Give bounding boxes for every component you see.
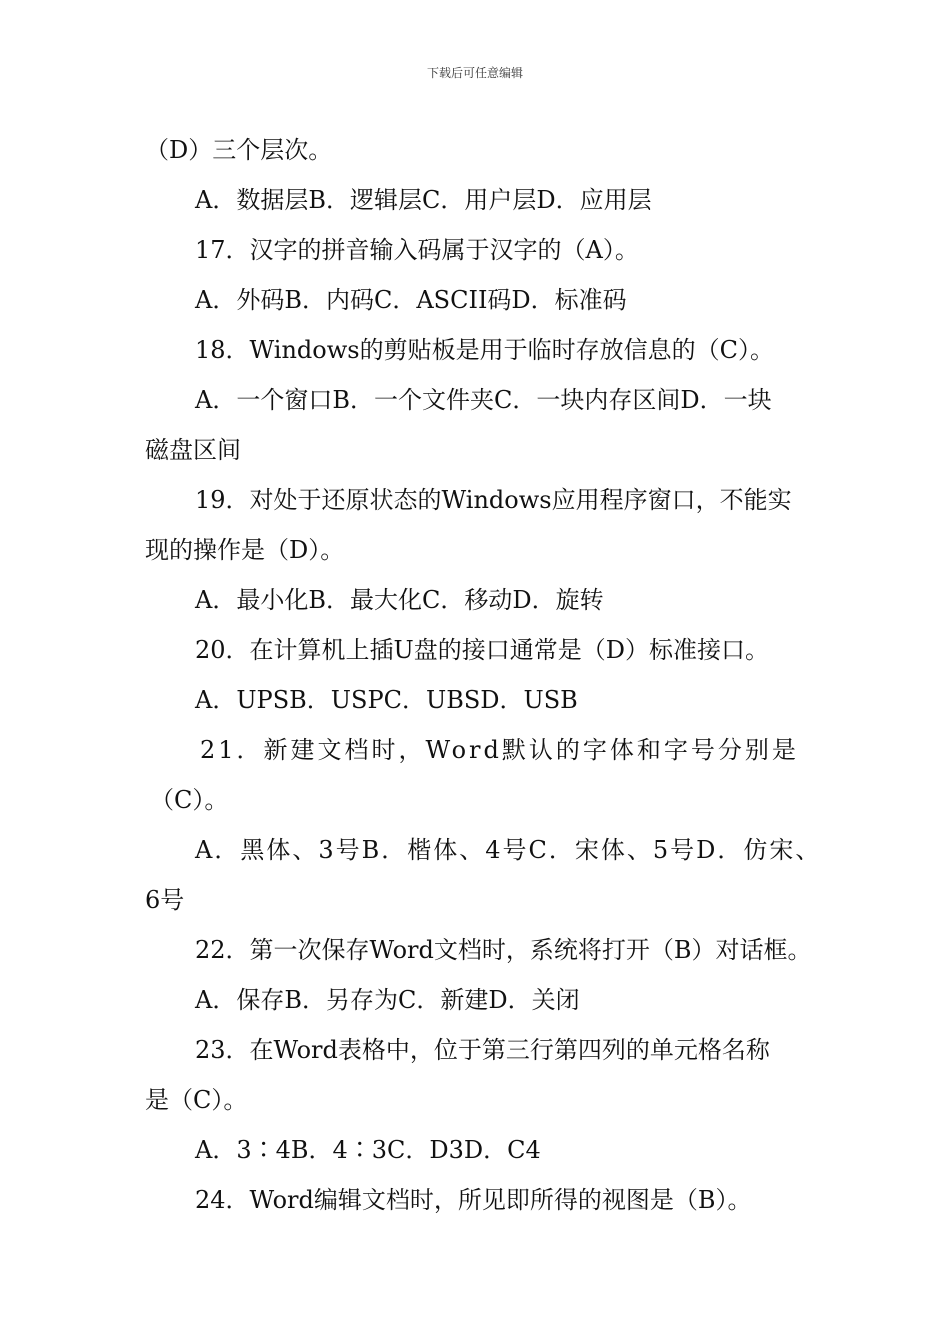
answer-options: A．UPSB．USPC．UBSD．USB <box>195 686 578 714</box>
question-17: 17．汉字的拼音输入码属于汉字的（A）。 <box>195 236 639 264</box>
question-19-continued: 现的操作是（D）。 <box>145 536 345 564</box>
question-19: 19．对处于还原状态的Windows应用程序窗口，不能实 <box>195 486 792 514</box>
answer-options: A．3∶4B．4∶3C．D3D．C4 <box>195 1136 541 1164</box>
question-23-continued: 是（C）。 <box>145 1086 248 1114</box>
answer-options: A．保存B．另存为C．新建D．关闭 <box>195 986 580 1014</box>
text-line: （D）三个层次。 <box>145 136 333 164</box>
answer-options: A．最小化B．最大化C．移动D．旋转 <box>195 586 604 614</box>
question-24: 24．Word编辑文档时，所见即所得的视图是（B）。 <box>195 1186 752 1214</box>
document-body <box>145 125 825 1225</box>
question-18: 18．Windows的剪贴板是用于临时存放信息的（C）。 <box>195 336 774 364</box>
answer-options: A．外码B．内码C．ASCII码D．标准码 <box>195 286 627 314</box>
question-22: 22．第一次保存Word文档时，系统将打开（B）对话框。 <box>195 936 812 964</box>
answer-options: A．数据层B．逻辑层C．用户层D．应用层 <box>195 186 652 214</box>
answer-options-continued: 6号 <box>145 886 185 914</box>
question-23: 23．在Word表格中，位于第三行第四列的单元格名称 <box>195 1036 770 1064</box>
page-header: 下载后可任意编辑 <box>426 66 523 80</box>
question-21: 21．新建文档时，Word默认的字体和字号分别是 <box>200 736 799 764</box>
question-21-continued: （C）。 <box>150 786 229 814</box>
answer-options: A．一个窗口B．一个文件夹C．一块内存区间D．一块 <box>195 386 772 414</box>
answer-options: A．黑体、3号B．楷体、4号C．宋体、5号D．仿宋、 <box>195 836 822 864</box>
answer-options-continued: 磁盘区间 <box>145 436 241 464</box>
question-20: 20．在计算机上插U盘的接口通常是（D）标准接口。 <box>195 636 770 664</box>
